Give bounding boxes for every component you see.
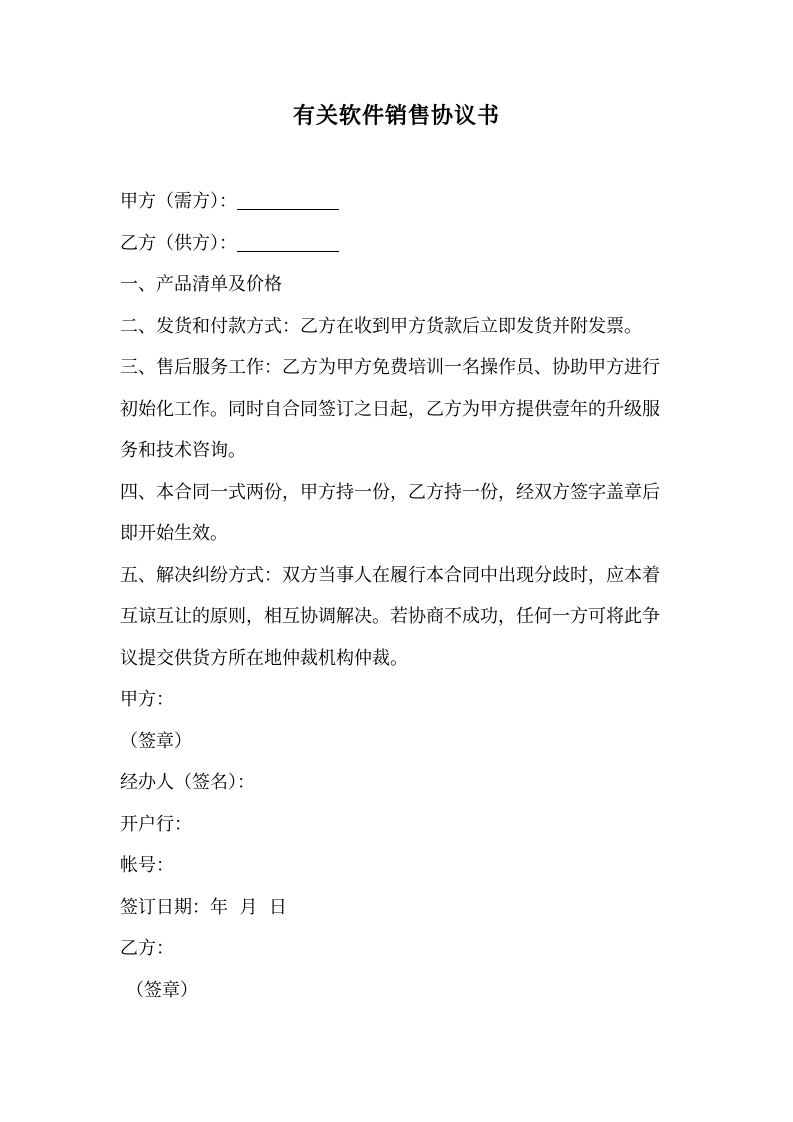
account-field: 帐号： bbox=[120, 855, 174, 876]
party-b-line bbox=[120, 223, 680, 265]
clause-4-line-2: 即开始生效。 bbox=[120, 523, 228, 544]
party-a-line bbox=[120, 181, 680, 223]
party-b-signature: 乙方： bbox=[120, 938, 174, 959]
clause-1: 一、产品清单及价格 bbox=[120, 274, 282, 295]
party-b-blank bbox=[237, 229, 339, 252]
party-a-blank bbox=[237, 187, 339, 210]
document-title: 有关软件销售协议书 bbox=[292, 103, 500, 129]
party-b-label: 乙方（供方）： bbox=[120, 232, 237, 254]
clause-3-line-1: 三、售后服务工作：乙方为甲方免费培训一名操作员、协助甲方进行 bbox=[120, 357, 660, 378]
bank-field: 开户行： bbox=[120, 813, 192, 835]
party-a-signature: 甲方： bbox=[120, 689, 174, 710]
party-a-seal: （签章） bbox=[120, 730, 192, 752]
agent-signature: 经办人（签名）： bbox=[120, 772, 255, 793]
clause-5-line-1: 五、解决纠纷方式：双方当事人在履行本合同中出现分歧时，应本着 bbox=[120, 564, 660, 586]
clause-2: 二、发货和付款方式：乙方在收到甲方货款后立即发货并附发票。 bbox=[120, 315, 642, 337]
clause-5-line-3: 议提交供货方所在地仲裁机构仲裁。 bbox=[120, 647, 408, 669]
sign-date-field: 签订日期：年 月 日 bbox=[120, 896, 287, 918]
document-body bbox=[120, 181, 680, 1011]
clause-5-line-2: 互谅互让的原则，相互协调解决。若协商不成功，任何一方可将此争 bbox=[120, 606, 660, 627]
clause-3-line-2: 初始化工作。同时自合同签订之日起，乙方为甲方提供壹年的升级服 bbox=[120, 398, 660, 420]
clause-4-line-1: 四、本合同一式两份，甲方持一份，乙方持一份，经双方签字盖章后 bbox=[120, 481, 660, 503]
party-a-label: 甲方（需方）： bbox=[120, 191, 237, 212]
clause-3-line-3: 务和技术咨询。 bbox=[120, 440, 246, 461]
party-b-seal: （签章） bbox=[126, 979, 198, 1001]
